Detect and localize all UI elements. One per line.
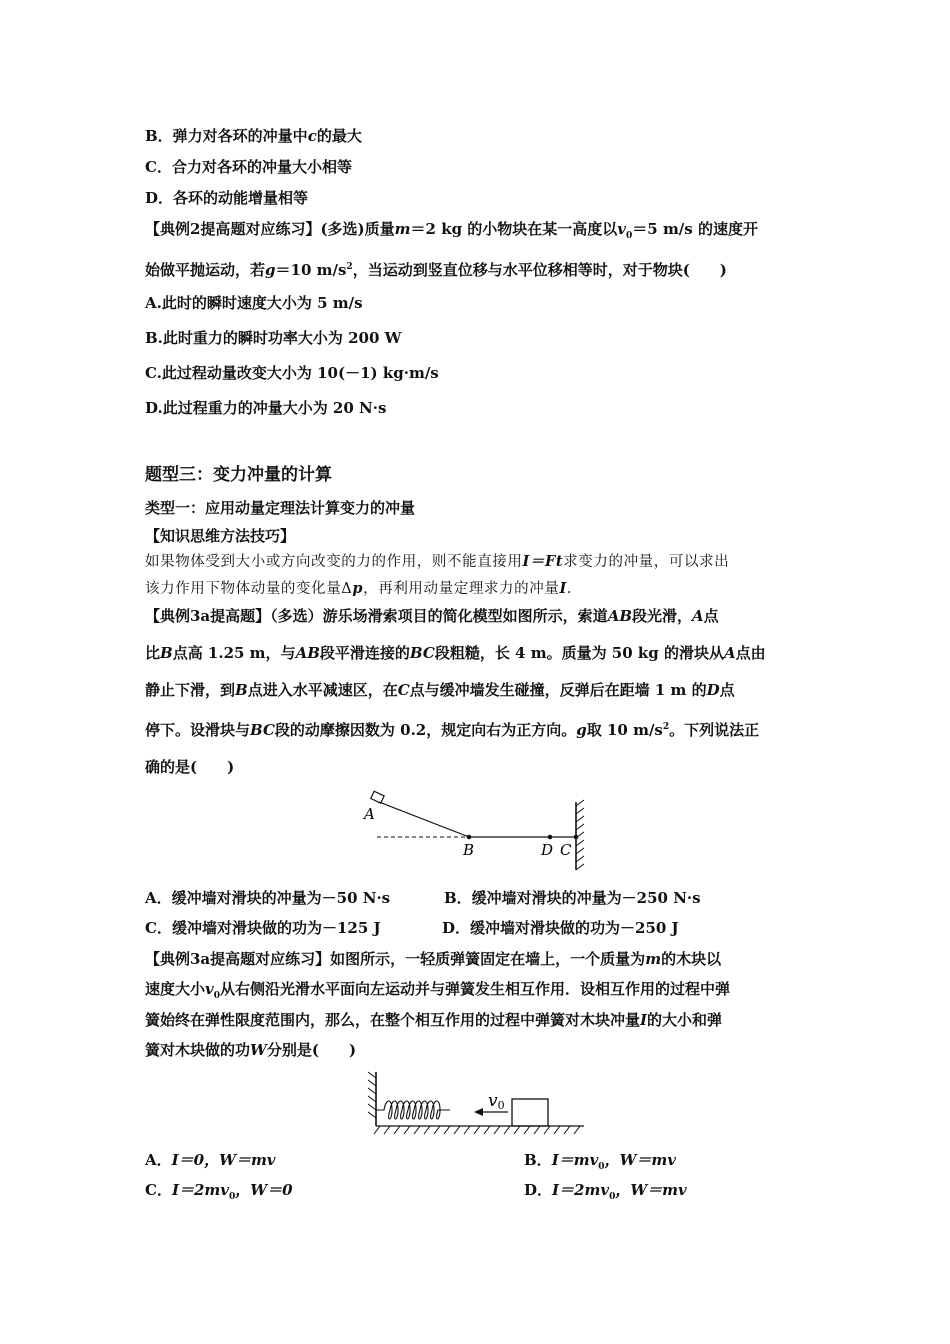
left-wall	[368, 1072, 376, 1126]
zipline-figure	[355, 790, 595, 875]
option-c: C．合力对各环的冲量大小相等	[145, 158, 352, 176]
arrow-head-icon	[474, 1108, 483, 1116]
type-heading: 类型一：应用动量定理法计算变力的冲量	[145, 499, 416, 517]
section-title: 题型三：变力冲量的计算	[145, 465, 332, 485]
label-c: C	[560, 841, 572, 859]
ex3a-option-a: A．缓冲墙对滑块的冲量为－50 N·s	[145, 889, 391, 907]
practice3a-line2: 速度大小$v_0$从右侧沿光滑水平面向左运动并与弹簧发生相互作用．设相互作用的过程中弹	[145, 980, 731, 1001]
practice2-option-a: A.此时的瞬时速度大小为 5 m/s	[145, 294, 363, 312]
ground	[374, 1126, 584, 1134]
ex3a-option-c: C．缓冲墙对滑块做的功为－125 J	[145, 919, 381, 937]
practice3a-option-b: B．$I=mv_0$，W＝mv	[524, 1151, 676, 1172]
practice3a-line3: 簧始终在弹性限度范围内，那么，在整个相互作用的过程中弹簧对木块冲量I的大小和弹	[145, 1011, 723, 1029]
practice3a-option-a: A．I＝0，W＝mv	[145, 1151, 276, 1169]
label-a: A	[364, 805, 375, 823]
ex3a-line4: 停下。设滑块与BC段的动摩擦因数为 0.2，规定向右为正方向。g取 10 $m/s^2$。下列说法正	[145, 721, 760, 739]
tips-line2: 该力作用下物体动量的变化量Δp，再利用动量定理求力的冲量I.	[145, 580, 573, 597]
ex3a-line3: 静止下滑，到B点进入水平减速区，在C点与缓冲墙发生碰撞，反弹后在距墙 1 m 的D点	[145, 681, 735, 699]
spring	[376, 1101, 450, 1119]
practice3a-line1: 【典例3a提高题对应练习】如图所示，一轻质弹簧固定在墙上，一个质量为m的木块以	[145, 950, 722, 968]
practice2-option-c: C.此过程动量改变大小为 10(－1) kg·m/s	[145, 364, 439, 382]
slider-block	[371, 791, 384, 803]
practice3a-option-d: D．$I=2mv_0$，W＝mv	[524, 1181, 687, 1202]
practice2-line1: 【典例2提高题对应练习】(多选)质量m＝2 kg 的小物块在某一高度以$v_0=5$ m/s 的速度开	[145, 220, 758, 241]
ex3a-line1: 【典例3a提高题】（多选）游乐场滑索项目的简化模型如图所示，索道AB段光滑，A点	[145, 607, 719, 625]
ex3a-line5: 确的是( )	[145, 758, 235, 776]
practice2-line2: 始做平抛运动，若g＝10 $m/s^2$，当运动到竖直位移与水平位移相等时，对于物块( )	[145, 261, 727, 279]
tips-line1: 如果物体受到大小或方向改变的力的作用，则不能直接用I＝Ft求变力的冲量，可以求出	[145, 553, 730, 570]
practice3a-option-c: C．$I=2mv_0$，W＝0	[145, 1181, 293, 1202]
velocity-label: v0	[488, 1091, 505, 1112]
practice2-option-b: B.此时重力的瞬时功率大小为 200 W	[145, 329, 402, 347]
label-d: D	[541, 841, 554, 859]
option-b: B．弹力对各环的冲量中c的最大	[145, 127, 362, 145]
buffer-wall	[576, 800, 584, 870]
slope-ab	[379, 802, 469, 837]
point-d	[548, 835, 553, 840]
practice3a-line4: 簧对木块做的功W分别是( )	[145, 1041, 357, 1059]
point-b	[467, 835, 472, 840]
ex3a-line2: 比B点高 1.25 m，与AB段平滑连接的BC段粗糙，长 4 m。质量为 50 kg 的滑块从A点由	[145, 644, 766, 662]
practice2-option-d: D.此过程重力的冲量大小为 20 N·s	[145, 399, 387, 417]
option-d: D．各环的动能增量相等	[145, 189, 309, 207]
spring-figure	[362, 1068, 592, 1138]
ex3a-option-d: D．缓冲墙对滑块做的功为－250 J	[442, 919, 679, 937]
wooden-block	[512, 1099, 548, 1126]
tips-heading: 【知识思维方法技巧】	[145, 527, 296, 545]
label-b: B	[463, 841, 475, 859]
ex3a-option-b: B．缓冲墙对滑块的冲量为－250 N·s	[444, 889, 701, 907]
